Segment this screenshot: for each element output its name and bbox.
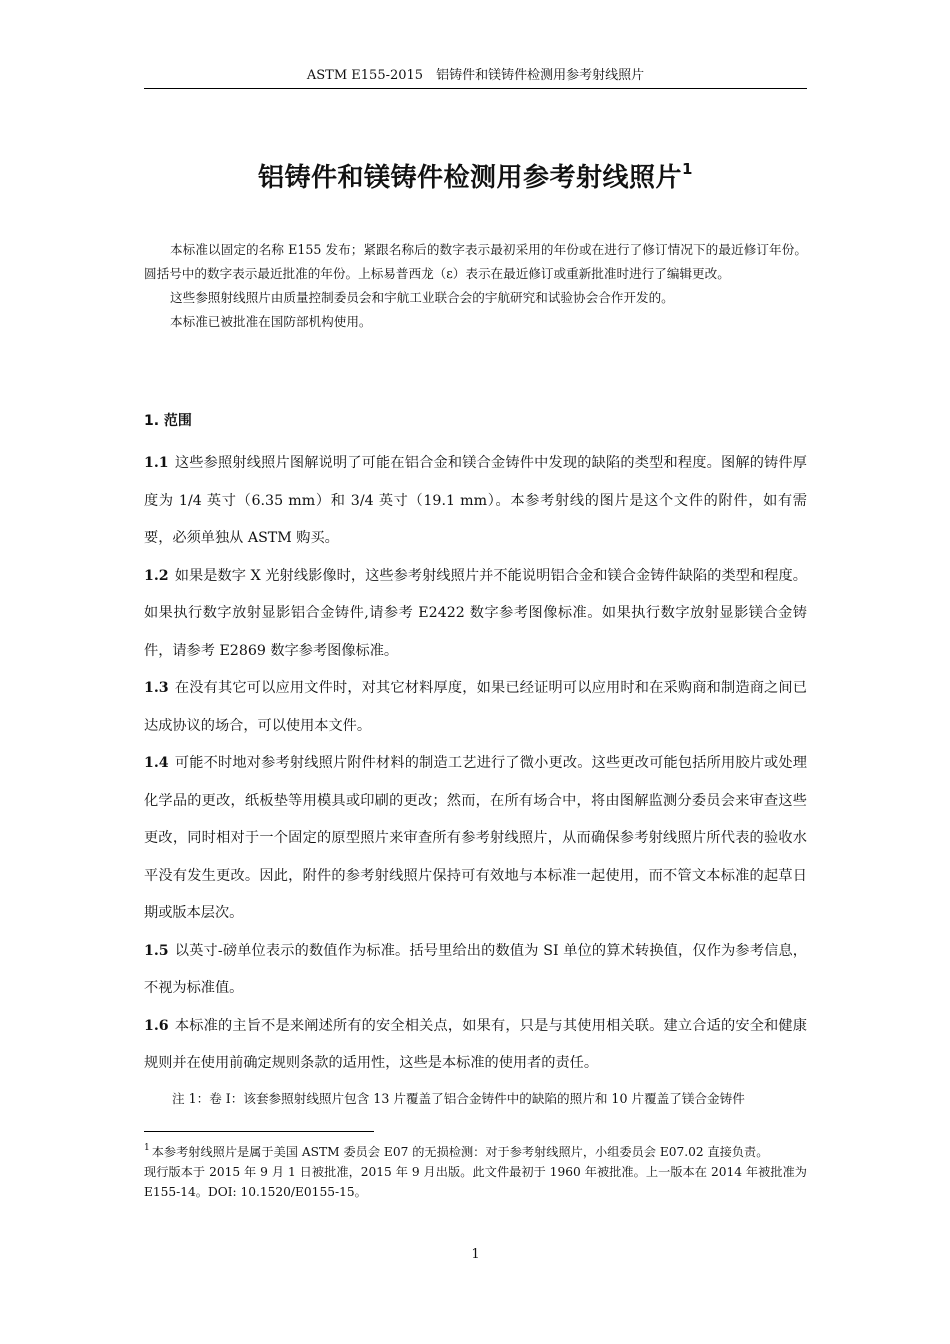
clause-number: 1.3 [144, 680, 169, 696]
running-header: ASTM E155-2015 铝铸件和镁铸件检测用参考射线照片 [306, 68, 645, 83]
clause-number: 1.5 [144, 942, 169, 959]
footnotes [144, 1142, 807, 1202]
clause-number: 1.4 [144, 755, 169, 771]
page-number: 1 [471, 1247, 480, 1262]
clause-text: 如果是数字 X 光射线影像时，这些参考射线照片并不能说明铝合金和镁合金铸件缺陷的类型和程度。如果执行数字放射显影铝合金铸件,请参考 E2422 数字参考图像标准。如果执行数字放射显影镁合金铸件，请参考 E2869 数字参考图像标准。 [144, 567, 807, 659]
header-rule [144, 88, 807, 89]
note-1: 注 1：卷 I：该套参照射线照片包含 13 片覆盖了铝合金铸件中的缺陷的照片和 10 片覆盖了镁合金铸件 [172, 1090, 745, 1106]
clause-1-5 [144, 933, 807, 1008]
preamble [144, 238, 807, 334]
footnote-approval: 现行版本于 2015 年 9 月 1 日被批准，2015 年 9 月出版。此文件最初于 1960 年被批准。上一版本在 2014 年被批准为 E155-14。DOI: 10.1520/E0155-15。 [144, 1165, 807, 1199]
footnote-rule [144, 1131, 374, 1132]
clause-number: 1.1 [144, 455, 169, 471]
title-footnote-mark: 1 [682, 160, 693, 178]
clause-text: 本标准的主旨不是来阐述所有的安全相关点，如果有，只是与其使用相关联。建立合适的安全和健康规则并在使用前确定规则条款的适用性，这些是本标准的使用者的责任。 [144, 1017, 807, 1071]
clause-text: 以英寸-磅单位表示的数值作为标准。括号里给出的数值为 SI 单位的算术转换值，仅作为参考信息，不视为标准值。 [144, 942, 807, 996]
preamble-paragraph: 本标准以固定的名称 E155 发布；紧跟名称后的数字表示最初采用的年份或在进行了修订情况下的最近修订年份。圆括号中的数字表示最近批准的年份。上标易普西龙（ε）表示在最近修订或重新批准时进行了编辑更改。 [144, 242, 807, 281]
clause-1-4 [144, 745, 807, 933]
clause-1-3 [144, 670, 807, 745]
clause-number: 1.6 [144, 1017, 169, 1034]
clause-1-1 [144, 445, 807, 558]
section-heading: 1. 范围 [144, 413, 192, 429]
footnote-1 [144, 1142, 807, 1162]
title-text: 铝铸件和镁铸件检测用参考射线照片 [258, 163, 683, 193]
clause-text: 这些参照射线照片图解说明了可能在铝合金和镁合金铸件中发现的缺陷的类型和程度。图解的铸件厚度为 1/4 英寸（6.35 mm）和 3/4 英寸（19.1 mm）。本参考射线的图片是这个文件的附件，如有需要，必须单独从 ASTM 购买。 [144, 455, 807, 546]
footnote-text: 本参考射线照片是属于美国 ASTM 委员会 E07 的无损检测：对于参考射线照片，小组委员会 E07.02 直接负责。 [151, 1145, 769, 1159]
clause-1-2 [144, 558, 807, 671]
preamble-paragraph: 这些参照射线照片由质量控制委员会和宇航工业联合会的宇航研究和试验协会合作开发的。 [170, 290, 674, 305]
clause-text: 在没有其它可以应用文件时，对其它材料厚度，如果已经证明可以应用时和在采购商和制造商之间已达成协议的场合，可以使用本文件。 [144, 680, 807, 734]
clause-number: 1.2 [144, 567, 169, 584]
footnote-mark: 1 [144, 1143, 150, 1153]
clause-1-6 [144, 1008, 807, 1083]
clause-text: 可能不时地对参考射线照片附件材料的制造工艺进行了微小更改。这些更改可能包括所用胶片或处理化学品的更改，纸板垫等用模具或印刷的更改；然而，在所有场合中，将由图解监测分委员会来审查这些更改，同时相对于一个固定的原型照片来审查所有参考射线照片，从而确保参考射线照片所代表的验收水平没有发生更改。因此，附件的参考射线照片保持可有效地与本标准一起使用，而不管文本标准的起草日期或版本层次。 [144, 755, 807, 921]
preamble-paragraph: 本标准已被批准在国防部机构使用。 [170, 314, 372, 329]
scope-section [144, 407, 807, 1115]
document-title [144, 160, 807, 196]
